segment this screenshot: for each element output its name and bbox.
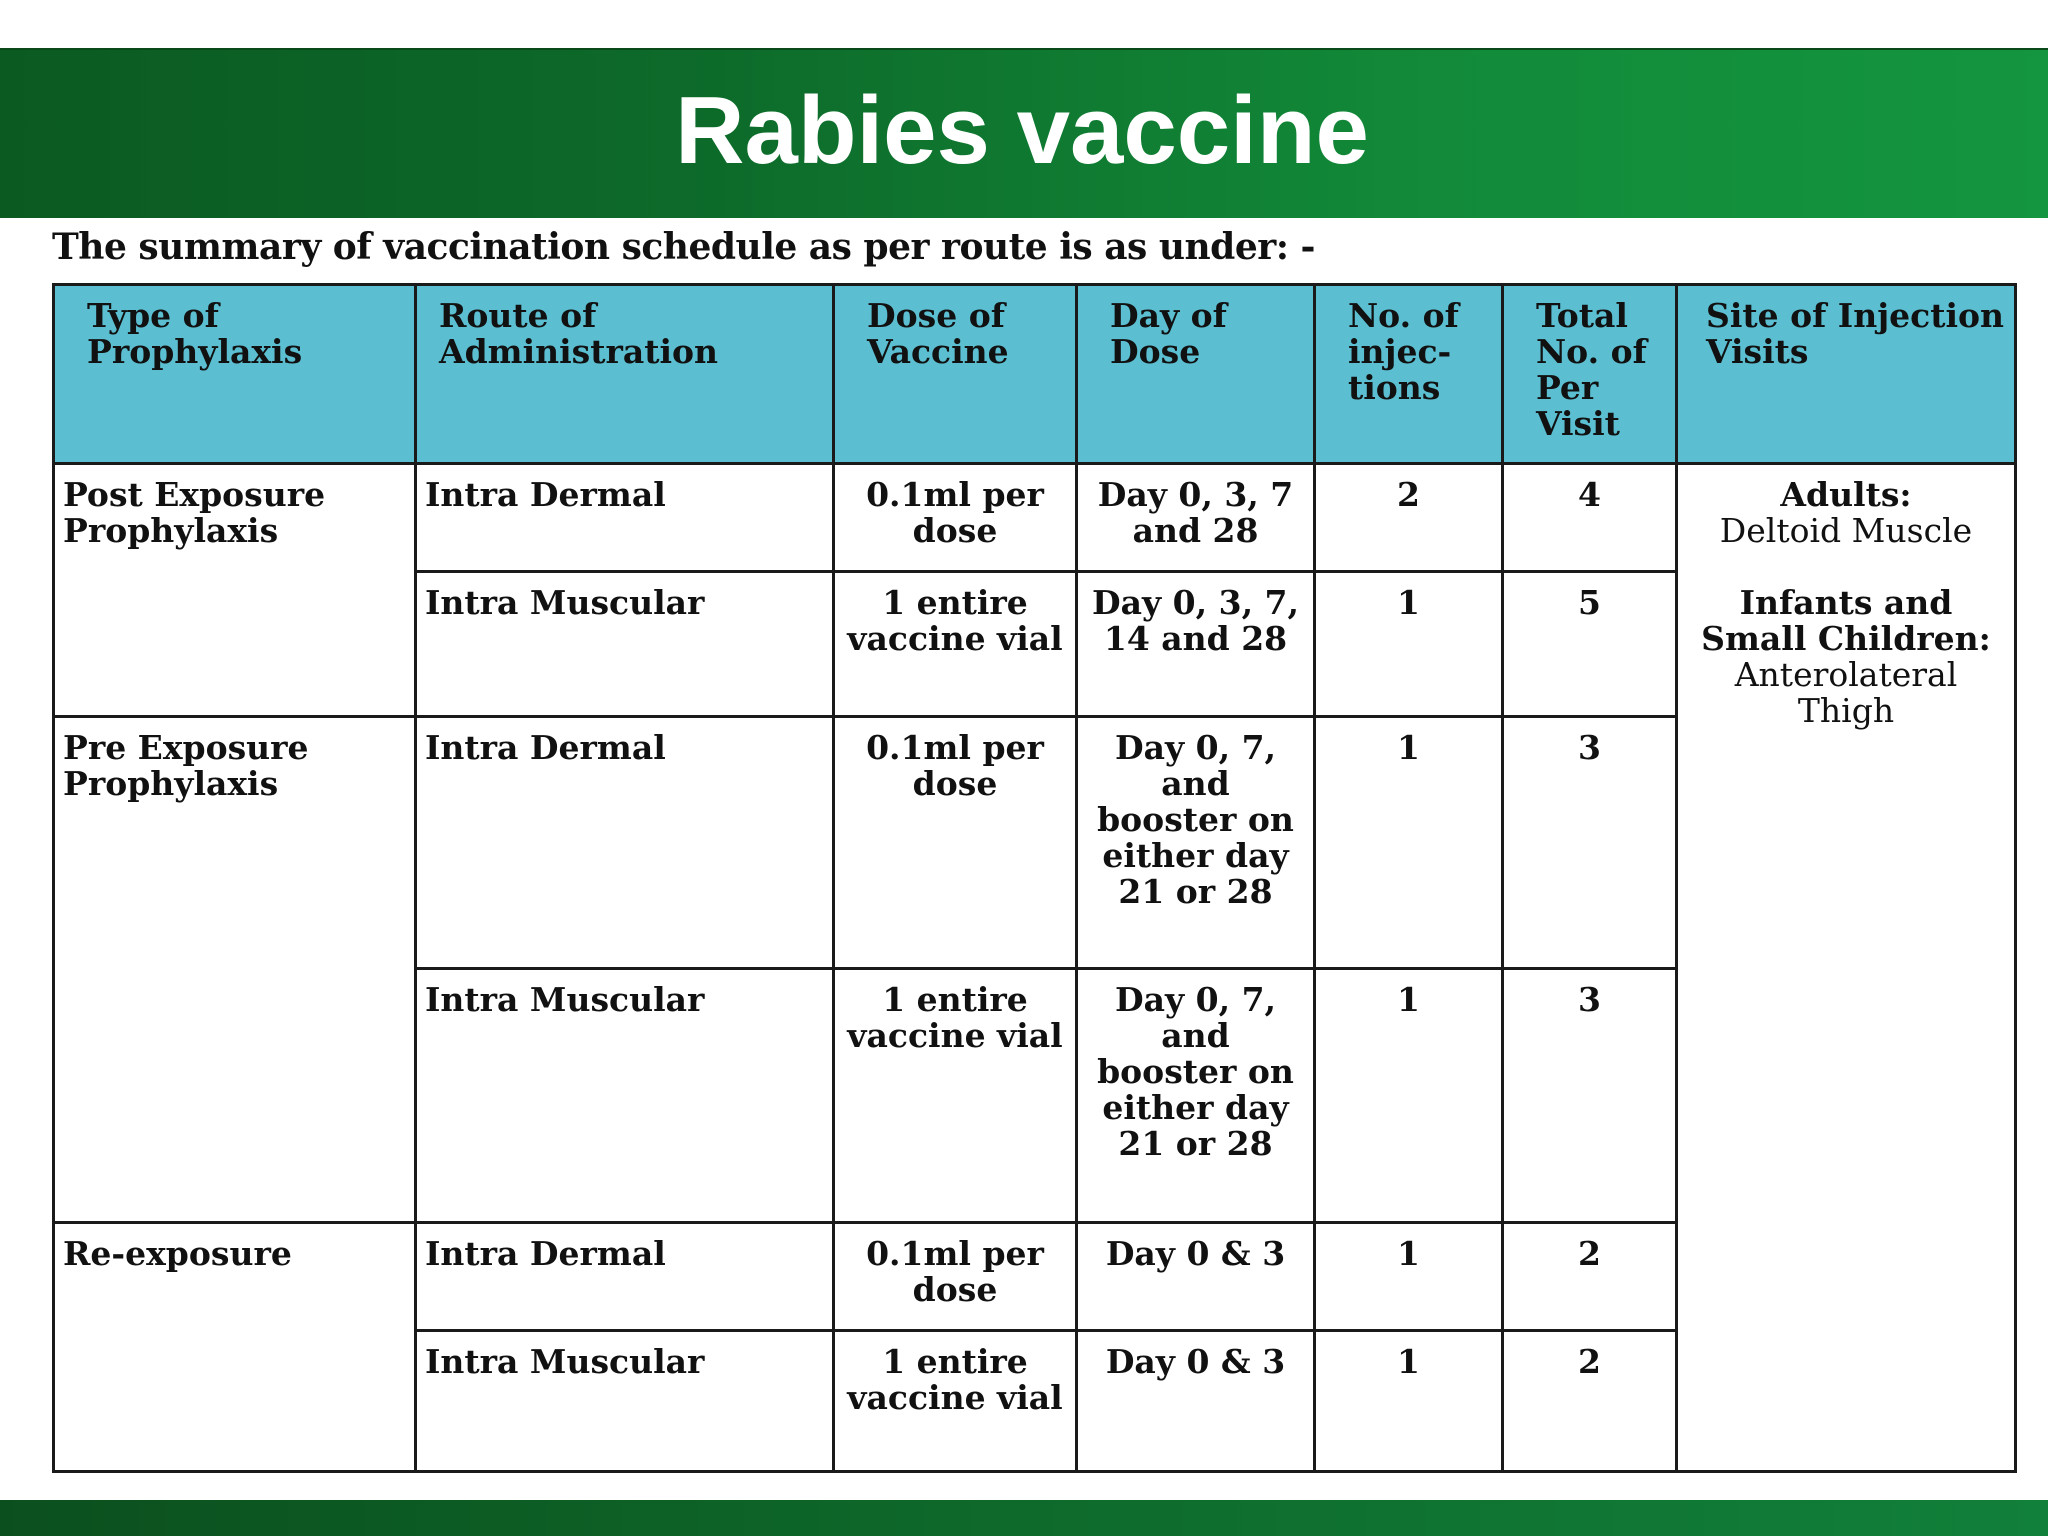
header-site: Site of Injection Visits [1677, 285, 2016, 464]
header-route: Route of Administration [416, 285, 834, 464]
day-cell: Day 0, 3, 7, 14 and 28 [1077, 572, 1315, 717]
injections-cell: 1 [1315, 969, 1503, 1223]
dose-cell: 0.1ml per dose [834, 464, 1077, 572]
site-gap [1686, 549, 2006, 585]
type-cell: Post Exposure Prophylaxis [54, 464, 416, 717]
table-header-row [54, 285, 2016, 464]
header-dose: Dose of Vaccine [834, 285, 1077, 464]
dose-cell: 1 entire vaccine vial [834, 1331, 1077, 1472]
route-cell: Intra Muscular [416, 572, 834, 717]
route-cell: Intra Muscular [416, 1331, 834, 1472]
header-type: Type of Prophylaxis [54, 285, 416, 464]
table-row [54, 464, 2016, 572]
site-infants-label: Infants and Small Children: [1701, 583, 1991, 658]
footer-band [0, 1500, 2048, 1536]
total-cell: 3 [1503, 717, 1677, 969]
injections-cell: 2 [1315, 464, 1503, 572]
total-cell: 4 [1503, 464, 1677, 572]
day-cell: Day 0, 3, 7 and 28 [1077, 464, 1315, 572]
type-cell: Re-exposure [54, 1223, 416, 1472]
dose-cell: 1 entire vaccine vial [834, 572, 1077, 717]
total-cell: 2 [1503, 1223, 1677, 1331]
total-cell: 5 [1503, 572, 1677, 717]
slide-subtitle: The summary of vaccination schedule as per route is as under: - [52, 226, 1315, 268]
total-cell: 2 [1503, 1331, 1677, 1472]
header-day: Day of Dose [1077, 285, 1315, 464]
day-cell: Day 0 & 3 [1077, 1223, 1315, 1331]
dose-cell: 1 entire vaccine vial [834, 969, 1077, 1223]
vaccination-schedule-table [52, 283, 2017, 1473]
day-cell: Day 0, 7, and booster on either day 21 or 28 [1077, 969, 1315, 1223]
site-adults-label: Adults: [1780, 475, 1912, 514]
day-cell: Day 0 & 3 [1077, 1331, 1315, 1472]
dose-cell: 0.1ml per dose [834, 1223, 1077, 1331]
dose-cell: 0.1ml per dose [834, 717, 1077, 969]
injections-cell: 1 [1315, 572, 1503, 717]
site-adults-value: Deltoid Muscle [1719, 511, 1973, 550]
route-cell: Intra Dermal [416, 464, 834, 572]
title-band [0, 48, 2048, 218]
route-cell: Intra Dermal [416, 1223, 834, 1331]
injections-cell: 1 [1315, 1331, 1503, 1472]
header-injections: No. of injec-tions [1315, 285, 1503, 464]
header-total: Total No. of Per Visit [1503, 285, 1677, 464]
total-cell: 3 [1503, 969, 1677, 1223]
day-cell: Day 0, 7, and booster on either day 21 or 28 [1077, 717, 1315, 969]
injections-cell: 1 [1315, 1223, 1503, 1331]
route-cell: Intra Dermal [416, 717, 834, 969]
type-cell: Pre Exposure Prophylaxis [54, 717, 416, 1223]
injections-cell: 1 [1315, 717, 1503, 969]
site-infants-value: Anterolateral Thigh [1734, 655, 1958, 730]
route-cell: Intra Muscular [416, 969, 834, 1223]
slide-title: Rabies vaccine [675, 77, 1369, 184]
site-cell [1677, 464, 2016, 1472]
